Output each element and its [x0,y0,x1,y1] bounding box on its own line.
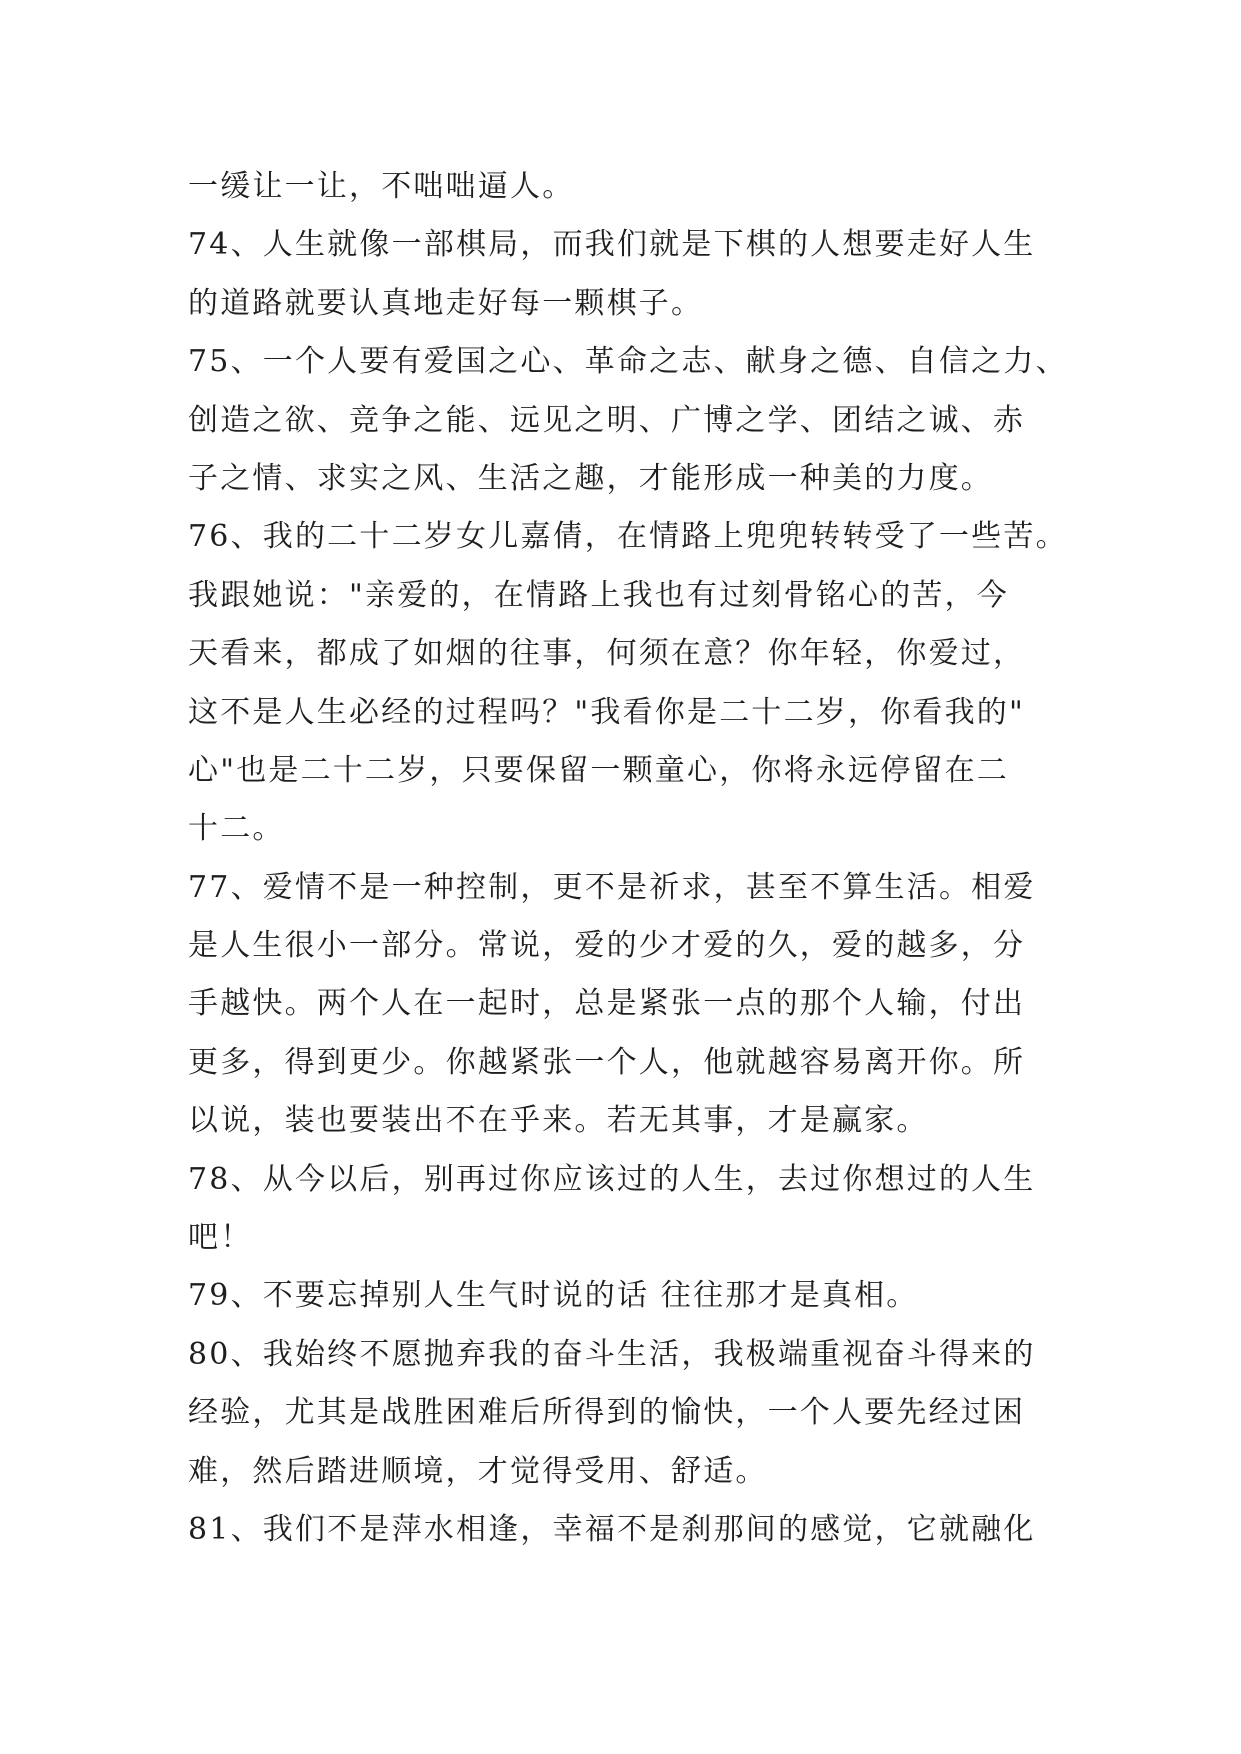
text-line: 心"也是二十二岁，只要保留一颗童心，你将永远停留在二 [188,752,1009,788]
text-line: 79、不要忘掉别人生气时说的话 往往那才是真相。 [188,1278,919,1314]
text-line: 我跟她说："亲爱的，在情路上我也有过刻骨铭心的苦，今 [188,577,1009,613]
text-line: 子之情、求实之风、生活之趣，才能形成一种美的力度。 [188,460,993,496]
text-line: 77、爱情不是一种控制，更不是祈求，甚至不算生活。相爱 [188,869,1036,905]
text-line: 十二。 [188,811,285,847]
text-line: 吧！ [188,1220,253,1256]
text-line: 更多，得到更少。你越紧张一个人，他就越容易离开你。所 [188,1044,1026,1080]
text-line: 78、从今以后，别再过你应该过的人生，去过你想过的人生 [188,1161,1036,1197]
text-line: 74、人生就像一部棋局，而我们就是下棋的人想要走好人生 [188,227,1036,263]
text-line: 手越快。两个人在一起时，总是紧张一点的那个人输，付出 [188,986,1026,1022]
text-line: 81、我们不是萍水相逢，幸福不是刹那间的感觉，它就融化 [188,1511,1036,1547]
text-line: 天看来，都成了如烟的往事，何须在意？你年轻，你爱过， [188,636,1026,672]
text-line: 是人生很小一部分。常说，爱的少才爱的久，爱的越多，分 [188,928,1026,964]
text-line: 这不是人生必经的过程吗？"我看你是二十二岁，你看我的" [188,694,1025,730]
text-line: 难，然后踏进顺境，才觉得受用、舒适。 [188,1453,768,1489]
text-line: 以说，装也要装出不在乎来。若无其事，才是赢家。 [188,1103,929,1139]
text-line: 一缓让一让，不咄咄逼人。 [188,169,575,204]
text-line: 的道路就要认真地走好每一颗棋子。 [188,285,704,321]
text-line: 80、我始终不愿抛弃我的奋斗生活，我极端重视奋斗得来的 [188,1336,1036,1372]
text-line: 经验，尤其是战胜困难后所得到的愉快，一个人要先经过困 [188,1395,1026,1431]
text-line: 75、一个人要有爱国之心、革命之志、献身之德、自信之力、 [188,344,1068,380]
document-body [188,158,1068,1559]
text-line: 创造之欲、竞争之能、远见之明、广博之学、团结之诚、赤 [188,402,1026,438]
text-line: 76、我的二十二岁女儿嘉倩，在情路上兜兜转转受了一些苦。 [188,519,1068,555]
